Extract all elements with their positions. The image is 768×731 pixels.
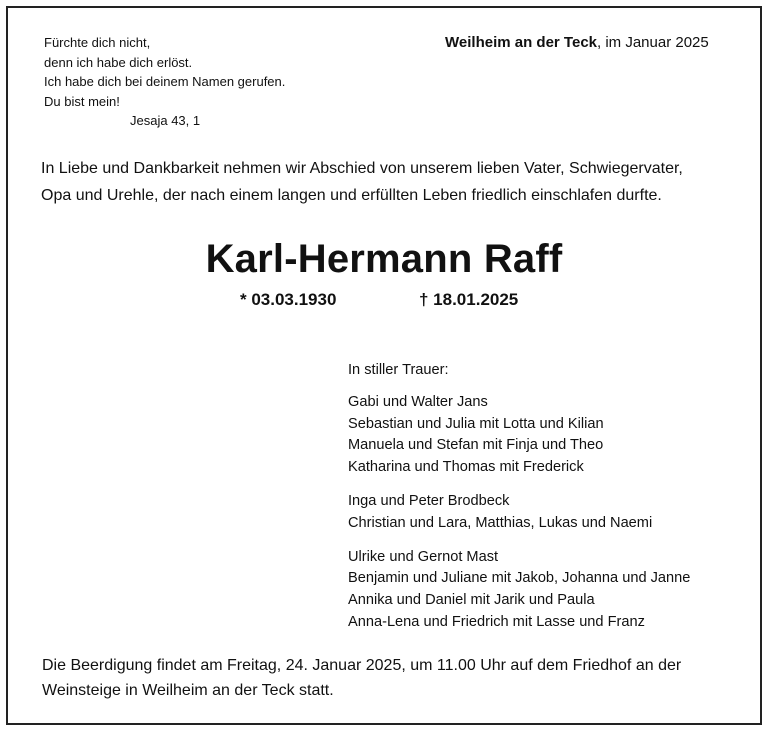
mourner-line: Benjamin und Juliane mit Jakob, Johanna und Janne — [348, 570, 691, 587]
intro-line: In Liebe und Dankbarkeit nehmen wir Abschied von unserem lieben Vater, Schwiegervater, — [41, 160, 683, 177]
funeral-line: Weinsteige in Weilheim an der Teck statt. — [42, 682, 334, 699]
mourner-line: Sebastian und Julia mit Lotta und Kilian — [348, 415, 604, 432]
funeral-line: Die Beerdigung findet am Freitag, 24. Januar 2025, um 11.00 Uhr auf dem Friedhof an der — [42, 657, 682, 674]
funeral-info — [42, 653, 681, 703]
mourner-line: Ulrike und Gernot Mast — [348, 548, 499, 565]
intro-line: Opa und Urehle, der nach einem langen und erfüllten Leben friedlich einschlafen durfte. — [41, 187, 662, 204]
mourner-line: Annika und Daniel mit Jarik und Paula — [348, 592, 595, 609]
verse-line: Fürchte dich nicht, — [44, 35, 151, 50]
place-and-date — [445, 33, 709, 53]
mourner-line: Manuela und Stefan mit Finja und Theo — [348, 437, 604, 454]
verse-reference: Jesaja 43, 1 — [130, 113, 201, 128]
mourners-heading: In stiller Trauer: — [348, 362, 449, 378]
mourner-line: Anna-Lena und Friedrich mit Lasse und Franz — [348, 613, 645, 630]
death-date: † 18.01.2025 — [419, 290, 519, 309]
mourner-line: Gabi und Walter Jans — [348, 393, 488, 410]
deceased-name: Karl-Hermann Raff — [205, 237, 563, 281]
verse-line: Ich habe dich bei deinem Namen gerufen. — [44, 74, 286, 89]
mourner-line: Katharina und Thomas mit Frederick — [348, 459, 584, 476]
mourners-list — [348, 360, 690, 646]
verse-line: denn ich habe dich erlöst. — [44, 54, 193, 70]
birth-date: * 03.03.1930 — [240, 290, 337, 309]
mourner-group — [348, 392, 690, 479]
notice-date: , im Januar 2025 — [597, 34, 709, 51]
intro-text — [41, 155, 683, 209]
place-name: Weilheim an der Teck — [445, 34, 597, 51]
bible-verse — [44, 33, 285, 131]
verse-line: Du bist mein! — [44, 93, 120, 109]
mourner-group — [348, 491, 690, 535]
mourner-line: Inga und Peter Brodbeck — [348, 492, 510, 509]
mourner-line: Christian und Lara, Matthias, Lukas und Naemi — [348, 514, 653, 531]
mourner-group — [348, 547, 690, 634]
